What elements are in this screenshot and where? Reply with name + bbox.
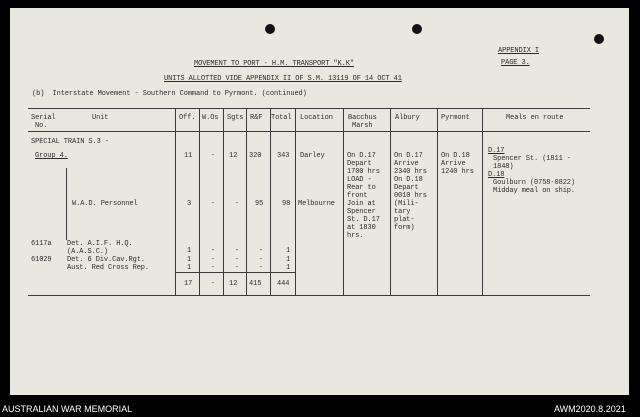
- total-sgts: 12: [229, 280, 238, 288]
- column-divider: [482, 108, 483, 295]
- total-rf: 415: [249, 280, 262, 288]
- document-title: MOVEMENT TO PORT - H.M. TRANSPORT "K.K": [194, 60, 354, 68]
- total-total: 444: [277, 280, 290, 288]
- det2-serial: 61029: [31, 256, 52, 264]
- appendix-label: APPENDIX I: [498, 47, 540, 55]
- det2-sgts: -: [235, 256, 240, 264]
- group4-off: 11: [184, 152, 193, 160]
- column-divider: [246, 108, 247, 295]
- total-off: 17: [184, 280, 193, 288]
- group4-rf: 320: [249, 152, 262, 160]
- col-header-total: Total: [271, 114, 292, 122]
- special-train-heading: SPECIAL TRAIN S.3 -: [31, 138, 109, 146]
- det3-total: 1: [286, 264, 291, 272]
- meals-d18-text: Goulburn (0758-0822) Midday meal on ship.: [493, 179, 576, 195]
- group4-total: 343: [277, 152, 290, 160]
- unit-bracket-line: [66, 168, 67, 240]
- pyrmont-schedule: On D.18 Arrive 1240 hrs: [441, 152, 474, 176]
- det1-wos: -: [211, 247, 216, 255]
- punch-hole: [265, 24, 275, 34]
- archive-credit: AUSTRALIAN WAR MEMORIAL: [2, 404, 133, 414]
- punch-hole: [412, 24, 422, 34]
- det2-unit: Det. 6 Div.Cav.Rgt.: [67, 256, 145, 264]
- bacchus-marsh-schedule: On D.17 Depart 1700 hrs LOAD - Rear to front Join at Spencer St. D.17 at 1830 hrs.: [347, 152, 380, 240]
- column-divider: [437, 108, 438, 295]
- meals-d17-text: Spencer St. (1811 - 1848): [493, 155, 571, 171]
- col-header-meals: Meals en route: [506, 114, 564, 122]
- punch-hole: [594, 34, 604, 44]
- det1-total: 1: [286, 247, 291, 255]
- det3-unit: Aust. Red Cross Rep.: [67, 264, 150, 272]
- det1-rf: -: [259, 247, 264, 255]
- page-number: PAGE 3.: [501, 59, 530, 67]
- col-header-albury: Albury: [395, 114, 420, 122]
- det2-rf: -: [259, 256, 264, 264]
- det3-wos: -: [211, 264, 216, 272]
- albury-schedule: On D.17 Arrive 2340 hrs On D.18 Depart 0010 hrs (Mili- tary plat- form): [394, 152, 427, 232]
- col-header-rf: R&F: [250, 114, 263, 122]
- document-subtitle: UNITS ALLOTTED VIDE APPENDIX II OF S.M. 13119 OF 14 OCT 41: [164, 75, 402, 83]
- wad-total: 98: [282, 200, 291, 208]
- det1-sgts: -: [235, 247, 240, 255]
- column-divider: [175, 108, 176, 295]
- table-header-rule: [28, 131, 590, 132]
- wad-rf: 95: [255, 200, 264, 208]
- meals-d17-label: D.17: [488, 147, 505, 155]
- group4-unit: Group 4.: [35, 152, 68, 160]
- column-divider: [223, 108, 224, 295]
- col-header-bacchus: Bacchus: [348, 114, 377, 122]
- det1-off: 1: [187, 247, 192, 255]
- wad-location: Melbourne: [298, 200, 335, 208]
- meals-d18-label: D.18: [488, 171, 505, 179]
- subtotal-rule: [176, 272, 295, 273]
- det3-rf: -: [259, 264, 264, 272]
- col-header-wos: W.Os: [202, 114, 219, 122]
- col-header-location: Location: [300, 114, 333, 122]
- table-bottom-rule: [28, 295, 590, 296]
- group4-wos: -: [211, 152, 216, 160]
- col-header-serial-no: No.: [35, 122, 48, 130]
- archive-reference: AWM2020.8.2021: [554, 404, 626, 414]
- column-divider: [295, 108, 296, 295]
- column-divider: [343, 108, 344, 295]
- column-divider: [270, 108, 271, 295]
- col-header-pyrmont: Pyrmont: [441, 114, 470, 122]
- table-top-rule: [28, 108, 590, 109]
- det3-sgts: -: [235, 264, 240, 272]
- col-header-sgts: Sgts: [227, 114, 244, 122]
- det1-unit: Det. A.I.F. H.Q. (A.A.S.C.): [67, 240, 133, 256]
- det3-off: 1: [187, 264, 192, 272]
- wad-unit: W.A.D. Personnel: [72, 200, 138, 208]
- det2-wos: -: [211, 256, 216, 264]
- group4-location: Darley: [300, 152, 325, 160]
- wad-off: 3: [187, 200, 192, 208]
- section-heading: (b) Interstate Movement - Southern Command to Pyrmont. (continued): [32, 90, 307, 98]
- det2-total: 1: [286, 256, 291, 264]
- column-divider: [390, 108, 391, 295]
- group4-sgts: 12: [229, 152, 238, 160]
- det2-off: 1: [187, 256, 192, 264]
- col-header-serial: Serial: [31, 114, 56, 122]
- col-header-unit: Unit: [92, 114, 109, 122]
- wad-wos: -: [211, 200, 216, 208]
- det1-serial: 6117a: [31, 240, 52, 248]
- col-header-bacchus-marsh: Marsh: [352, 122, 373, 130]
- wad-sgts: -: [235, 200, 240, 208]
- total-wos: -: [211, 280, 216, 288]
- col-header-off: Off.: [179, 114, 196, 122]
- column-divider: [199, 108, 200, 295]
